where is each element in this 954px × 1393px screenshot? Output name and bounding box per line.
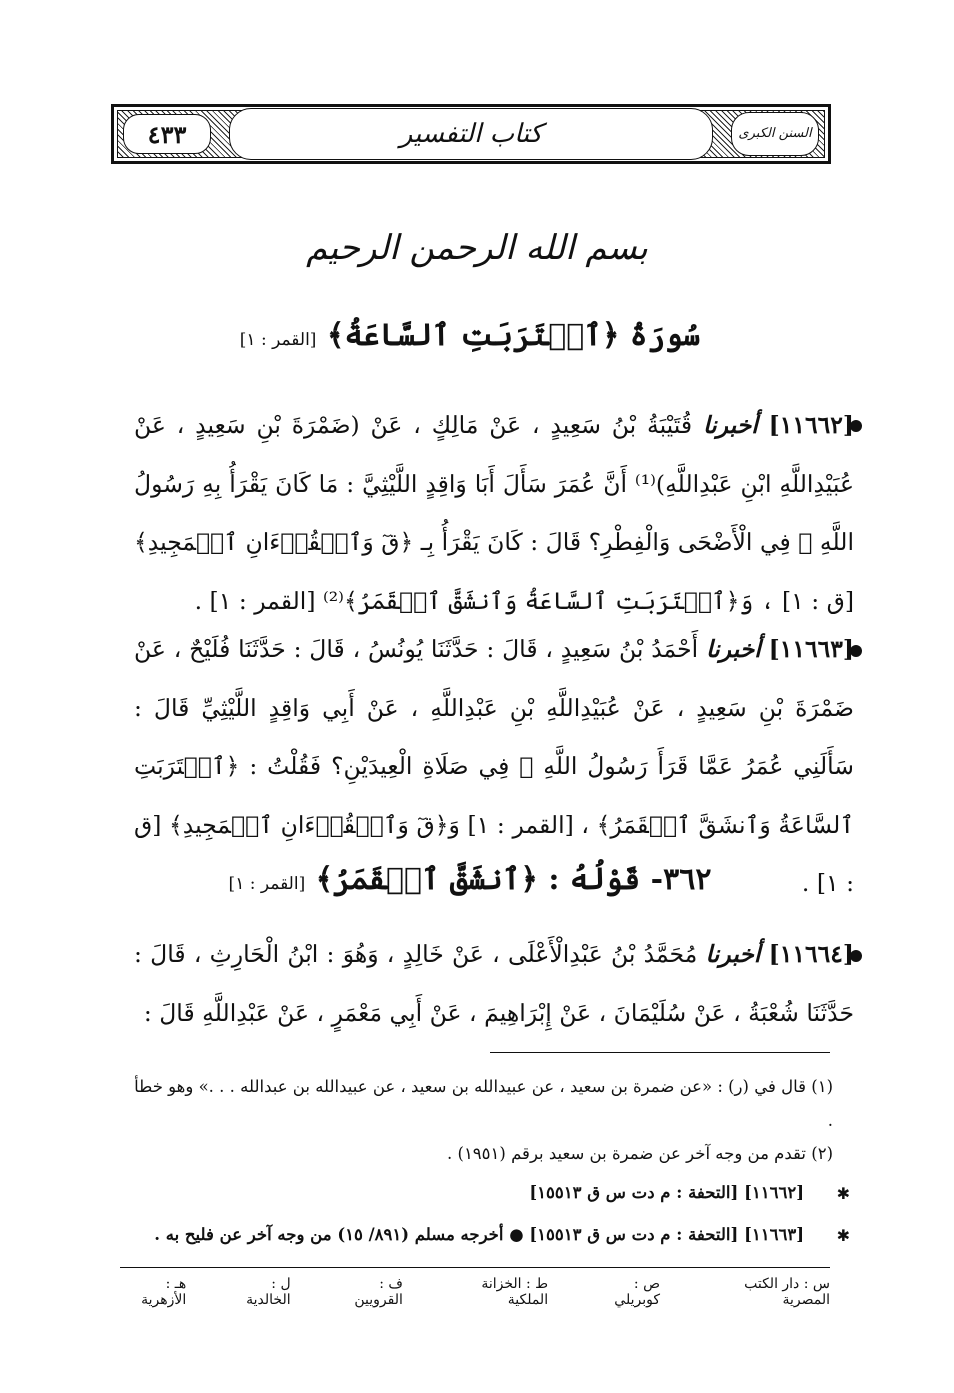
surah-label: سُورَةُ <box>629 318 701 353</box>
hadith-11664 <box>134 925 854 1042</box>
header-title-box <box>229 108 713 160</box>
manuscript-legend <box>120 1276 830 1308</box>
legend-item: ل : الخالدية <box>246 1276 291 1308</box>
surah-ref: [القمر : ١] <box>239 330 317 350</box>
logo-text: السنن الكبرى <box>738 126 812 141</box>
page-number: ٤٣٣ <box>123 114 211 154</box>
star-icon: ✱ <box>836 1226 850 1245</box>
surah-verse: ﴿ٱقۡتَرَبَتِ ٱلسَّاعَةُ﴾ <box>326 318 620 353</box>
akhbarana: أخبرنا <box>705 940 761 968</box>
akhbarana: أخبرنا <box>705 635 761 663</box>
section-ref: [القمر : ١] <box>228 874 306 894</box>
section-heading <box>80 862 860 897</box>
footnote-1: (١) قال في (ر) : «عن ضمرة بن سعيد ، عن عبيدالله بن سعيد ، عن عبيدالله بن عبدالله . . .» وهو خطأ . <box>134 1077 833 1130</box>
section-verse: ﴿ٱنشَقَّ ٱلۡقَمَرُ﴾ <box>315 862 538 897</box>
legend-item: ط : الخزانة الملكية <box>481 1276 549 1308</box>
legend-item: هـ : الأزهرية <box>141 1276 187 1308</box>
takhrij-2: [١١٦٦٣] [التحفة : م دت س ق ١٥٥١٣] ● أخرجه مسلم (٨٩١/ ١٥) من وجه آخر عن فليح به . <box>154 1225 804 1244</box>
basmala: بسم الله الرحمن الرحيم <box>306 228 648 268</box>
hadith-number: [١١٦٦٢] <box>768 411 854 439</box>
legend-rule <box>120 1267 830 1268</box>
hadith-text: قُتَيْبَةُ بْنُ سَعِيدٍ ، عَنْ مَالِكٍ ، عَنْ (ضَمْرَةَ بْنِ سَعِيدٍ ، عَنْ عُبَيْدِاللَّهِ ابْنِ عَبْدِاللَّهِ)⁽¹⁾ أَنَّ عُمَرَ سَأَلَ أَبَا وَاقِدٍ اللَّيْثِيَّ : مَا كَانَ يَقْرَأُ بِهِ رَسُولُ اللَّهِ ﷺ فِي الْأَضْحَى وَالْفِطْرِ؟ قَالَ : كَانَ يَقْرَأُ بِـ ﴿قٓ وَٱلۡقُرۡءَانِ ٱلۡمَجِيدِ﴾ [ق : ١] ، وَ﴿ٱقۡتَرَبَتِ ٱلسَّاعَةُ وَٱنشَقَّ ٱلۡقَمَرُ﴾⁽²⁾ [القمر : ١] . <box>134 411 855 615</box>
section-number: ٣٦٢- <box>650 862 712 897</box>
footnote-2: (٢) تقدم من وجه آخر عن ضمرة بن سعيد برقم (١٩٥١) . <box>447 1144 833 1163</box>
section-label: قَوْلُهُ : <box>548 862 641 897</box>
book-logo <box>731 112 819 156</box>
hadith-number: [١١٦٦٤] <box>768 940 854 968</box>
footnote-separator <box>490 1052 830 1053</box>
hadith-11662 <box>134 396 854 630</box>
takhrij-1: [١١٦٦٢] [التحفة : م دت س ق ١٥٥١٣] <box>529 1183 804 1202</box>
legend-item: س : دار الكتب المصرية <box>744 1276 830 1308</box>
page-header <box>111 104 831 164</box>
hadith-text: مُحَمَّدُ بْنُ عَبْدِالْأَعْلَى ، عَنْ خَالِدٍ ، وَهُوَ : ابْنُ الْحَارِثِ ، قَالَ : حَدَّثَنَا شُعْبَةُ ، عَنْ سُلَيْمَانَ ، عَنْ إِبْرَاهِيمَ ، عَنْ أَبِي مَعْمَرٍ ، عَنْ عَبْدِاللَّهِ قَالَ : <box>134 940 854 1027</box>
surah-heading <box>80 318 860 353</box>
book-title: كتاب التفسير <box>399 119 543 149</box>
legend-item: ف : القرويين <box>354 1276 403 1308</box>
star-icon: ✱ <box>836 1184 850 1203</box>
akhbarana: أخبرنا <box>702 411 758 439</box>
hadith-number: [١١٦٦٣] <box>768 635 854 663</box>
legend-item: ص : كوبريلي <box>614 1276 660 1308</box>
hadith-text: أَحْمَدُ بْنُ سَعِيدٍ ، قَالَ : حَدَّثَنَا يُونُسُ ، قَالَ : حَدَّثَنَا فُلَيْحٌ ، عَنْ ضَمْرَةَ بْنِ سَعِيدٍ ، عَنْ عُبَيْدِاللَّهِ بْنِ عَبْدِاللَّهِ ، عَنْ أَبِي وَاقِدٍ اللَّيْثِيِّ قَالَ : سَأَلَنِي عُمَرُ عَمَّا قَرَأَ رَسُولُ اللَّهِ ﷺ فِي صَلَاةِ الْعِيدَيْنِ؟ فَقُلْتُ : ﴿ٱقۡتَرَبَتِ ٱلسَّاعَةُ وَٱنشَقَّ ٱلۡقَمَرُ﴾ ، [القمر : ١] وَ﴿قٓ وَٱلۡقُرۡءَانِ ٱلۡمَجِيدِ﴾ [ق : ١] . <box>134 635 854 897</box>
